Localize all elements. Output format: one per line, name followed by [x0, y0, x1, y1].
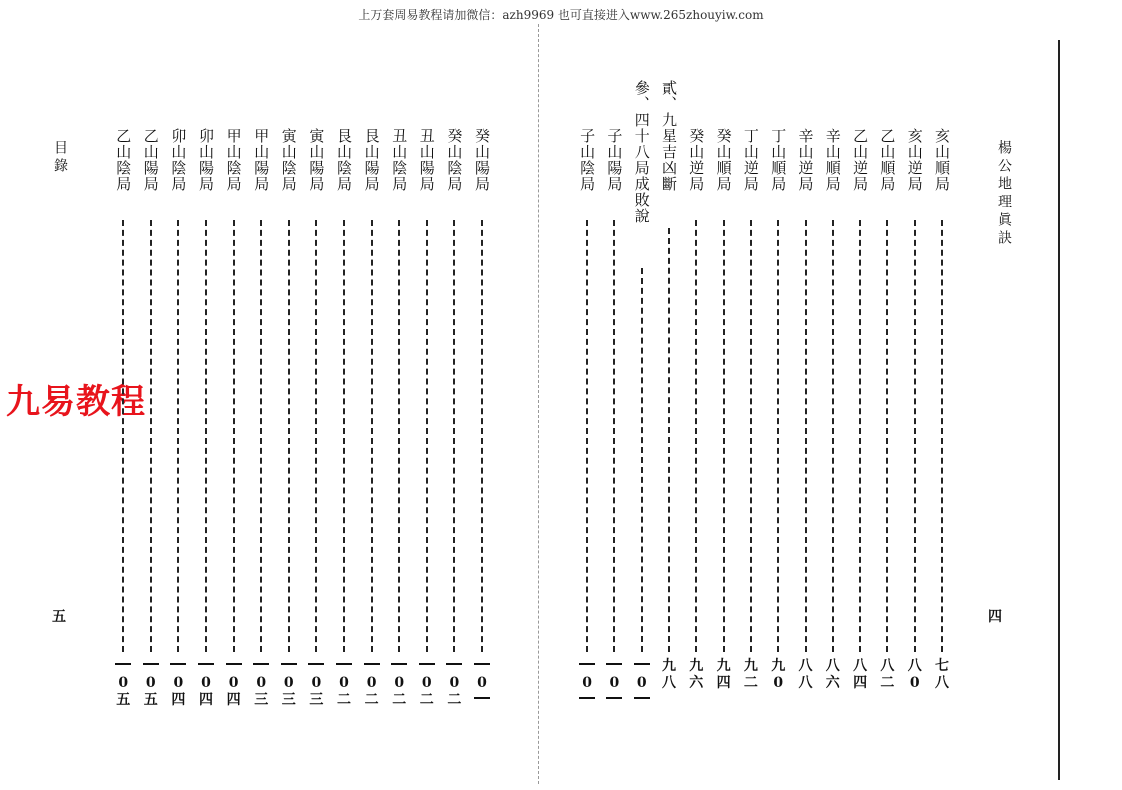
- toc-entry-title: 癸山逆局: [687, 128, 706, 192]
- toc-entry-title: 癸山順局: [714, 128, 733, 192]
- dot-leader: [695, 220, 697, 652]
- right-page-side-title: 楊公地理眞訣: [996, 140, 1012, 248]
- dot-leader: [886, 220, 888, 652]
- toc-entry-page-number: 0 二: [360, 658, 384, 709]
- toc-entry-page-number: 0 三: [249, 658, 273, 709]
- left-toc-entry[interactable]: [166, 128, 190, 708]
- toc-entry-title: 寅山陽局: [307, 128, 326, 192]
- right-toc-entry[interactable]: [903, 128, 927, 691]
- dot-leader: [150, 220, 152, 652]
- dot-leader: [668, 228, 670, 652]
- dot-leader: [805, 220, 807, 652]
- left-toc-entry[interactable]: [360, 128, 384, 708]
- toc-entry-title: 辛山逆局: [796, 128, 815, 192]
- toc-entry-page-number: 0 三: [277, 658, 301, 709]
- toc-entry-title: 甲山陽局: [252, 128, 271, 192]
- left-toc-entry[interactable]: [194, 128, 218, 708]
- right-toc-entry[interactable]: [766, 128, 790, 691]
- toc-entry-page-number: 0: [575, 658, 599, 709]
- toc-entry-page-number: 0 四: [222, 658, 246, 709]
- toc-entry-title: 乙山陽局: [141, 128, 160, 192]
- toc-entry-page-number: 八 六: [825, 658, 840, 691]
- right-toc-entry[interactable]: [821, 128, 845, 691]
- toc-entry-title: 丁山順局: [769, 128, 788, 192]
- dot-leader: [723, 220, 725, 652]
- dot-leader: [315, 220, 317, 652]
- toc-entry-title: 卯山陽局: [197, 128, 215, 192]
- right-toc-entry[interactable]: [684, 128, 708, 691]
- left-toc-entry[interactable]: [111, 128, 135, 708]
- dot-leader: [777, 220, 779, 652]
- toc-entry-page-number: 八 二: [880, 658, 895, 691]
- right-toc-entry[interactable]: [712, 128, 736, 691]
- left-page-number: 五: [52, 609, 66, 625]
- toc-entry-title: 丑山陰局: [390, 128, 409, 192]
- toc-entry-page-number: 0: [630, 658, 654, 709]
- page-fold-line: [538, 24, 539, 784]
- toc-entry-title: 卯山陰局: [169, 128, 188, 192]
- right-toc-entry[interactable]: [739, 128, 763, 691]
- toc-entry-title: 辛山順局: [823, 128, 842, 192]
- toc-entry-page-number: 0 四: [166, 658, 190, 709]
- dot-leader: [371, 220, 373, 652]
- dot-leader: [613, 220, 615, 652]
- toc-entry-title: 子山陰局: [578, 128, 597, 192]
- toc-entry-page-number: 八 四: [853, 658, 868, 691]
- toc-entry-title: 亥山逆局: [905, 128, 924, 192]
- toc-entry-title: 貳、九星吉凶斷: [660, 80, 678, 192]
- left-toc-entry[interactable]: [442, 128, 466, 708]
- toc-entry-page-number: 九 六: [689, 658, 704, 691]
- toc-entry-page-number: 0 二: [387, 658, 411, 709]
- left-toc-entry[interactable]: [222, 128, 246, 708]
- left-page-side-title: 目錄: [52, 140, 68, 176]
- book-edge-line: [1058, 40, 1060, 780]
- dot-leader: [941, 220, 943, 652]
- top-banner: 上万套周易教程请加微信：azh9969 也可直接进入www.265zhouyiw.com: [358, 8, 764, 22]
- right-page-number: 四: [988, 609, 1002, 625]
- toc-entry-title: 乙山陰局: [114, 128, 133, 192]
- dot-leader: [205, 220, 207, 652]
- right-toc-entry[interactable]: [875, 128, 899, 691]
- toc-entry-title: 甲山陰局: [224, 128, 243, 192]
- toc-entry-title: 丑山陽局: [417, 128, 436, 192]
- left-toc-entry[interactable]: [332, 128, 356, 708]
- toc-entry-page-number: 八 八: [798, 658, 813, 691]
- right-toc-entry[interactable]: [848, 128, 872, 691]
- dot-leader: [859, 220, 861, 652]
- dot-leader: [481, 220, 483, 652]
- toc-entry-page-number: 九 四: [716, 658, 731, 691]
- toc-entry-page-number: 九 0: [771, 658, 786, 691]
- right-toc-entry[interactable]: [794, 128, 818, 691]
- left-toc-entry[interactable]: [277, 128, 301, 708]
- left-toc-entry[interactable]: [470, 128, 494, 691]
- dot-leader: [914, 220, 916, 652]
- dot-leader: [177, 220, 179, 652]
- toc-entry-title: 癸山陽局: [473, 128, 491, 192]
- dot-leader: [233, 220, 235, 652]
- right-toc-entry[interactable]: [930, 128, 954, 691]
- left-toc-entry[interactable]: [139, 128, 163, 708]
- toc-entry-page-number: 0: [602, 658, 626, 709]
- toc-entry-page-number: 0 二: [442, 658, 466, 709]
- dot-leader: [260, 220, 262, 652]
- toc-entry-page-number: 八 0: [907, 658, 922, 691]
- toc-entry-page-number: 0 五: [111, 658, 135, 709]
- right-toc-entry[interactable]: [575, 128, 599, 691]
- left-toc-entry[interactable]: [387, 128, 411, 708]
- dot-leader: [750, 220, 752, 652]
- dot-leader: [832, 220, 834, 652]
- toc-entry-page-number: 0 五: [139, 658, 163, 709]
- left-toc-entry[interactable]: [249, 128, 273, 708]
- toc-entry-page-number: 九 八: [662, 658, 676, 691]
- right-toc-entry[interactable]: [657, 80, 681, 691]
- dot-leader: [122, 220, 124, 652]
- toc-entry-title: 乙山逆局: [851, 128, 870, 192]
- toc-entry-title: 子山陽局: [605, 128, 624, 192]
- toc-entry-title: 丁山逆局: [741, 128, 760, 192]
- left-toc-entry[interactable]: [415, 128, 439, 708]
- toc-entry-title: 寅山陰局: [279, 128, 298, 192]
- toc-entry-title: 乙山順局: [878, 128, 897, 192]
- dot-leader: [453, 220, 455, 652]
- watermark-logo: 九易教程: [6, 382, 146, 422]
- toc-entry-title: 艮山陰局: [335, 128, 353, 192]
- toc-entry-page-number: 0 二: [332, 658, 356, 709]
- dot-leader: [586, 220, 588, 652]
- toc-entry-title: 亥山順局: [933, 128, 951, 192]
- toc-entry-page-number: 0 四: [194, 658, 218, 709]
- right-toc-entry[interactable]: [630, 80, 654, 691]
- toc-entry-page-number: 九 二: [743, 658, 758, 691]
- left-toc-entry[interactable]: [304, 128, 328, 708]
- dot-leader: [398, 220, 400, 652]
- dot-leader: [288, 220, 290, 652]
- toc-entry-page-number: 0: [470, 658, 494, 709]
- dot-leader: [343, 220, 345, 652]
- toc-entry-page-number: 0 三: [304, 658, 328, 709]
- toc-entry-title: 癸山陰局: [445, 128, 464, 192]
- toc-entry-page-number: 七 八: [935, 658, 949, 691]
- toc-entry-title: 艮山陽局: [362, 128, 381, 192]
- toc-entry-page-number: 0 二: [415, 658, 439, 709]
- toc-entry-title: 參、四十八局成敗說: [632, 80, 651, 224]
- dot-leader: [641, 268, 643, 652]
- dot-leader: [426, 220, 428, 652]
- right-toc-entry[interactable]: [602, 128, 626, 691]
